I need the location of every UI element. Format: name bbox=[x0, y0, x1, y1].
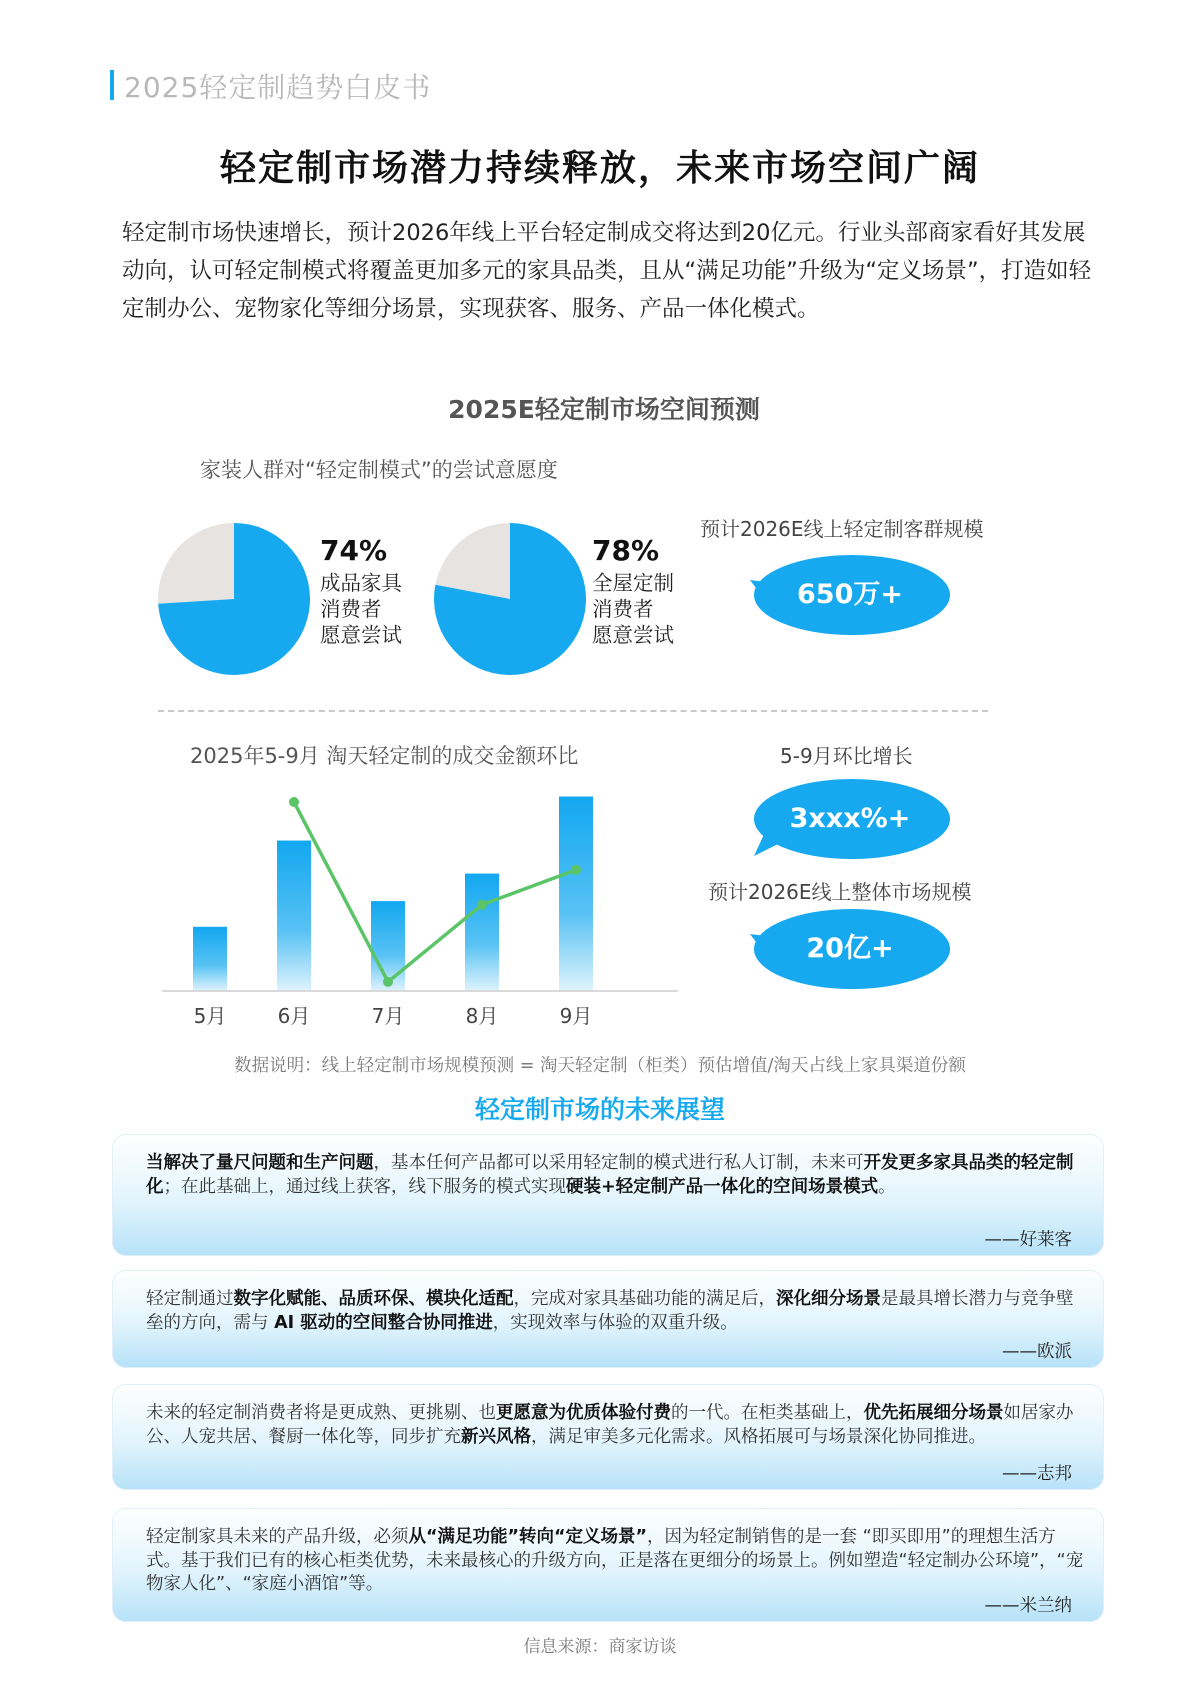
chart-label: 2025年5-9月 淘天轻定制的成交金额环比 bbox=[190, 744, 579, 768]
x-tick-label: 5月 bbox=[193, 1004, 227, 1028]
pie-furniture-desc-line: 成品家具 bbox=[320, 571, 402, 595]
quote-emphasis: 数字化赋能、品质环保、模块化适配 bbox=[233, 1289, 514, 1309]
highlight-label-growth: 5-9月环比增长 bbox=[780, 744, 913, 768]
speech-bubble-market bbox=[748, 906, 952, 998]
quote-segment: ，实现效率与体验的双重升级。 bbox=[492, 1312, 738, 1333]
quote-text bbox=[146, 1526, 1086, 1597]
quote-emphasis: 深化细分场景 bbox=[776, 1289, 881, 1309]
document-header-title: 2025轻定制趋势白皮书 bbox=[124, 71, 432, 104]
mom-point bbox=[477, 900, 487, 910]
quote-segment: ，完成对家具基础功能的满足后， bbox=[513, 1289, 776, 1309]
bar-5 bbox=[559, 797, 593, 991]
speech-bubble-growth bbox=[748, 776, 952, 868]
mom-point bbox=[383, 977, 393, 987]
source-note: 信息来源：商家访谈 bbox=[523, 1637, 677, 1657]
section-title-forecast: 2025E轻定制市场空间预测 bbox=[448, 395, 760, 424]
quote-text bbox=[146, 1288, 1086, 1335]
bar-1 bbox=[193, 927, 227, 991]
pie-whole-house-desc-line: 愿意尝试 bbox=[592, 623, 674, 647]
pie-whole-house-desc-line: 消费者 bbox=[592, 597, 654, 621]
quote-emphasis: 优先拓展细分场景 bbox=[863, 1403, 1004, 1423]
bar-2 bbox=[277, 841, 311, 991]
quote-segment: ，满足审美多元化需求。风格拓展可与场景深化协同推进。 bbox=[531, 1426, 986, 1447]
quote-segment: ；在此基础上，通过线上获客，线下服务的模式实现 bbox=[163, 1176, 566, 1197]
quote-segment: 未来的轻定制消费者将是更成熟、更挑剔、也 bbox=[146, 1403, 496, 1423]
quote-emphasis: AI 驱动的空间整合协同推进 bbox=[274, 1312, 493, 1333]
quote-author: ——志邦 bbox=[1002, 1464, 1072, 1484]
pie-furniture-percent: 74% bbox=[320, 534, 388, 567]
quote-emphasis: 硬装+轻定制产品一体化的空间场景模式 bbox=[566, 1176, 879, 1197]
pie-furniture-desc bbox=[320, 570, 402, 648]
quote-emphasis: 从“满足功能”转向“定义场景” bbox=[408, 1527, 648, 1547]
quote-segment: 如居家办公、人宠共居、餐厨一体化等，同步扩充 bbox=[146, 1403, 1074, 1447]
pie-whole-house-percent: 78% bbox=[592, 534, 660, 567]
mom-point bbox=[289, 797, 299, 807]
intro-paragraph: 轻定制市场快速增长，预计2026年线上平台轻定制成交将达到20亿元。行业头部商家看好其发展动向，认可轻定制模式将覆盖更加多元的家具品类，且从“满足功能”升级为“定义场景”，打造如轻定制办公、宠物家化等细分场景，实现获客、服务、产品一体化模式。 bbox=[122, 220, 1092, 322]
mom-line bbox=[294, 802, 576, 982]
highlight-label-market: 预计2026E线上整体市场规模 bbox=[708, 880, 972, 904]
page-title: 轻定制市场潜力持续释放，未来市场空间广阔 bbox=[219, 148, 980, 189]
highlight-value-growth: 3xxx%+ bbox=[789, 803, 911, 834]
pie-furniture-desc-line: 消费者 bbox=[320, 597, 382, 621]
quote-segment: ，因为轻定制销售的是一套 “即买即用”的理想生活方式。基于我们已有的核心柜类优势，未来最核心的升级方向，正是落在更细分的场景上。例如塑造“轻定制办公环境”，“宠物家人化”、“家庭小酒馆”等。 bbox=[146, 1527, 1084, 1594]
quote-text bbox=[146, 1402, 1086, 1449]
pie-chart-furniture bbox=[157, 522, 311, 676]
pie-rest-slice bbox=[158, 523, 234, 604]
quote-segment: ，基本任何产品都可以采用轻定制的模式进行私人订制，未来可 bbox=[373, 1153, 864, 1173]
mom-point bbox=[571, 865, 581, 875]
quote-segment: 轻定制通过 bbox=[146, 1289, 234, 1309]
bar-4 bbox=[465, 874, 499, 991]
quote-segment: 轻定制家具未来的产品升级，必须 bbox=[146, 1527, 409, 1547]
data-note: 数据说明：线上轻定制市场规模预测 = 淘天轻定制（柜类）预估增值/淘天占线上家具渠道份额 bbox=[234, 1056, 966, 1076]
quote-text bbox=[146, 1152, 1086, 1199]
x-tick-label: 9月 bbox=[559, 1004, 593, 1028]
header-accent-bar bbox=[110, 70, 114, 100]
quote-author: ——米兰纳 bbox=[984, 1596, 1072, 1616]
quote-author: ——好莱客 bbox=[984, 1230, 1072, 1250]
willingness-label: 家装人群对“轻定制模式”的尝试意愿度 bbox=[200, 458, 558, 482]
highlight-label-customers: 预计2026E线上轻定制客群规模 bbox=[700, 517, 984, 541]
highlight-value-market: 20亿+ bbox=[806, 933, 894, 964]
quote-emphasis: 新兴风格 bbox=[461, 1426, 531, 1447]
dashed-divider bbox=[158, 710, 988, 712]
pie-whole-house-desc-line: 全屋定制 bbox=[592, 571, 674, 595]
quote-emphasis: 更愿意为优质体验付费 bbox=[496, 1403, 671, 1423]
quote-segment: 。 bbox=[878, 1176, 896, 1197]
transaction-mom-chart bbox=[150, 780, 690, 1040]
pie-furniture-desc-line: 愿意尝试 bbox=[320, 623, 402, 647]
pie-whole-house-desc bbox=[592, 570, 674, 648]
x-tick-label: 8月 bbox=[465, 1004, 499, 1028]
x-tick-label: 7月 bbox=[371, 1004, 405, 1028]
x-tick-label: 6月 bbox=[277, 1004, 311, 1028]
quote-card bbox=[112, 1134, 1104, 1256]
quote-card bbox=[112, 1384, 1104, 1490]
quote-segment: 的一代。在柜类基础上， bbox=[671, 1403, 864, 1423]
quote-segment: 是最具增长潜力与竞争壁垒的方向，需与 bbox=[146, 1289, 1074, 1333]
pie-chart-whole-house bbox=[433, 522, 587, 676]
outlook-title: 轻定制市场的未来展望 bbox=[474, 1095, 725, 1124]
quote-emphasis: 当解决了量尺问题和生产问题 bbox=[146, 1153, 374, 1173]
quote-emphasis: 开发更多家具品类的轻定制化 bbox=[146, 1153, 1074, 1197]
highlight-value-customers: 650万+ bbox=[797, 579, 903, 610]
quote-author: ——欧派 bbox=[1002, 1342, 1072, 1362]
quote-card bbox=[112, 1508, 1104, 1622]
speech-bubble-customers bbox=[748, 552, 952, 644]
quote-card bbox=[112, 1270, 1104, 1368]
